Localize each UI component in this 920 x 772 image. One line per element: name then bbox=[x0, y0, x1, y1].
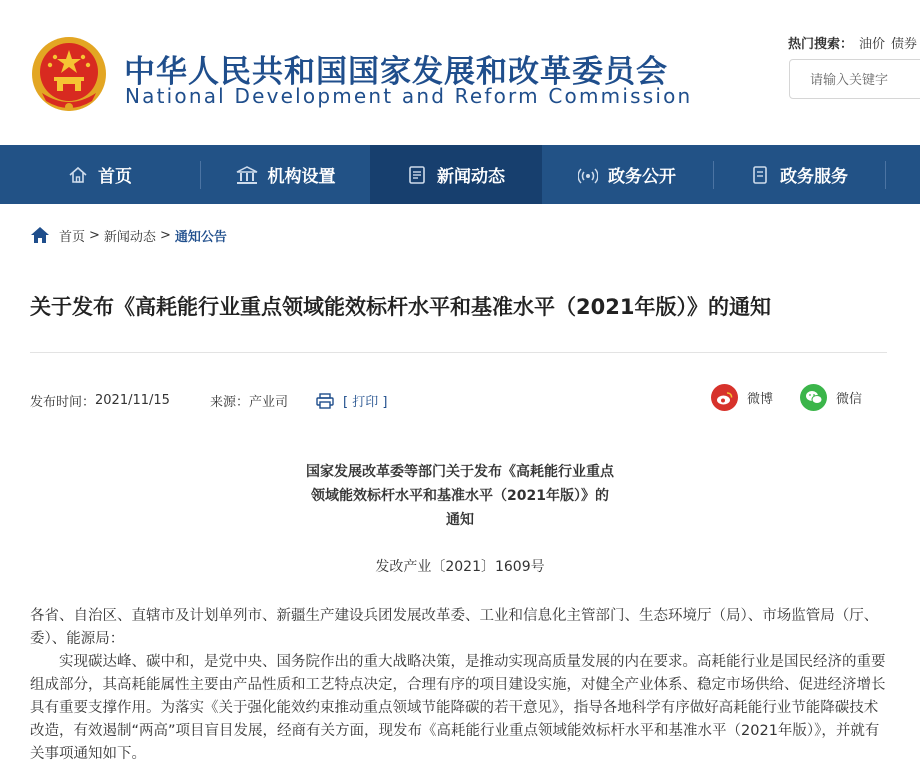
main-nav bbox=[0, 145, 920, 204]
article-meta bbox=[30, 391, 387, 410]
article-title: 关于发布《高耗能行业重点领域能效标杆水平和基准水平（2021年版）》的通知 bbox=[30, 295, 771, 319]
nav-label-organization: 机构设置 bbox=[267, 167, 336, 187]
document-heading-line-2: 领域能效标杆水平和基准水平（2021年版）》的 bbox=[311, 488, 609, 504]
national-emblem-logo[interactable] bbox=[30, 35, 108, 115]
home-icon bbox=[68, 165, 88, 185]
title-divider bbox=[30, 352, 887, 353]
breadcrumb-notices[interactable]: 通知公告 bbox=[174, 229, 227, 245]
source-value: 产业司 bbox=[248, 395, 288, 410]
nav-label-gov-affairs: 政务公开 bbox=[608, 167, 676, 187]
document-heading-line-1: 国家发展改革委等部门关于发布《高耗能行业重点 bbox=[306, 464, 614, 480]
search-input[interactable] bbox=[789, 59, 920, 99]
breadcrumb-news[interactable]: 新闻动态 bbox=[103, 229, 156, 245]
nav-item-gov-affairs[interactable] bbox=[542, 145, 712, 204]
publish-date: 2021/11/15 bbox=[95, 393, 170, 408]
nav-item-organization[interactable] bbox=[201, 145, 370, 204]
hot-keyword-bonds[interactable]: 债券 bbox=[891, 37, 918, 52]
print-label: [ 打印 ] bbox=[342, 395, 388, 410]
publish-label: 发布时间： bbox=[30, 395, 96, 410]
nav-divider bbox=[885, 161, 886, 189]
article-paragraph-body: 实现碳达峰、碳中和，是党中央、国务院作出的重大战略决策，是推动实现高质量发展的内在要求。高耗能行业是国民经济的重要组成部分，其高耗能属性主要由产品性质和工艺特点决定，合理有序的项目建设实施，对健全产业体系、稳定市场供给、促进经济增长具有重要支撑作用。为落实《关于强化能效约束推动重点领域节能降碳的若干意见》，指导各地科学有序做好高耗能行业节能降碳技术改造，有效遏制“两高”项目盲目发展，经商有关方面，现发布《高耗能行业重点领域能效标杆水平和基准水平（2021年版）》，并就有关事项通知如下。 bbox=[30, 654, 886, 762]
document-number: 发改产业〔2021〕1609号 bbox=[375, 559, 545, 575]
hot-search bbox=[788, 33, 917, 52]
nav-item-news[interactable] bbox=[370, 145, 542, 204]
site-header bbox=[0, 0, 920, 145]
broadcast-icon bbox=[578, 165, 598, 185]
breadcrumb-separator: > bbox=[159, 227, 171, 243]
printer-icon bbox=[316, 393, 334, 409]
source-label: 来源： bbox=[209, 395, 249, 410]
document-icon bbox=[750, 165, 770, 185]
nav-item-home[interactable] bbox=[0, 145, 200, 204]
nav-item-gov-services[interactable] bbox=[714, 145, 884, 204]
share-weibo[interactable] bbox=[711, 384, 773, 411]
site-title-en[interactable]: National Development and Reform Commission bbox=[125, 84, 693, 108]
hot-keyword-oil-price[interactable]: 油价 bbox=[859, 37, 886, 52]
news-icon bbox=[407, 165, 427, 185]
nav-label-gov-services: 政务服务 bbox=[780, 167, 848, 187]
print-button[interactable] bbox=[316, 391, 387, 410]
document-heading-line-3: 通知 bbox=[446, 512, 474, 528]
weibo-label: 微博 bbox=[747, 392, 774, 407]
weibo-icon bbox=[711, 384, 738, 411]
building-icon bbox=[236, 165, 258, 185]
wechat-icon bbox=[800, 384, 827, 411]
wechat-label: 微信 bbox=[836, 392, 863, 407]
article-paragraph-addressees: 各省、自治区、直辖市及计划单列市、新疆生产建设兵团发展改革委、工业和信息化主管部门、生态环境厅（局）、市场监管局（厅、委）、能源局： bbox=[30, 608, 879, 647]
nav-label-home: 首页 bbox=[98, 167, 132, 187]
site-title-cn[interactable]: 中华人民共和国国家发展和改革委员会 bbox=[124, 54, 668, 90]
home-icon[interactable] bbox=[30, 226, 50, 244]
hot-search-label: 热门搜索： bbox=[788, 37, 854, 52]
nav-label-news: 新闻动态 bbox=[437, 167, 505, 187]
breadcrumb-home[interactable]: 首页 bbox=[59, 229, 86, 245]
breadcrumb-separator: > bbox=[89, 227, 100, 243]
breadcrumb bbox=[30, 226, 227, 244]
share-wechat[interactable] bbox=[800, 384, 862, 411]
